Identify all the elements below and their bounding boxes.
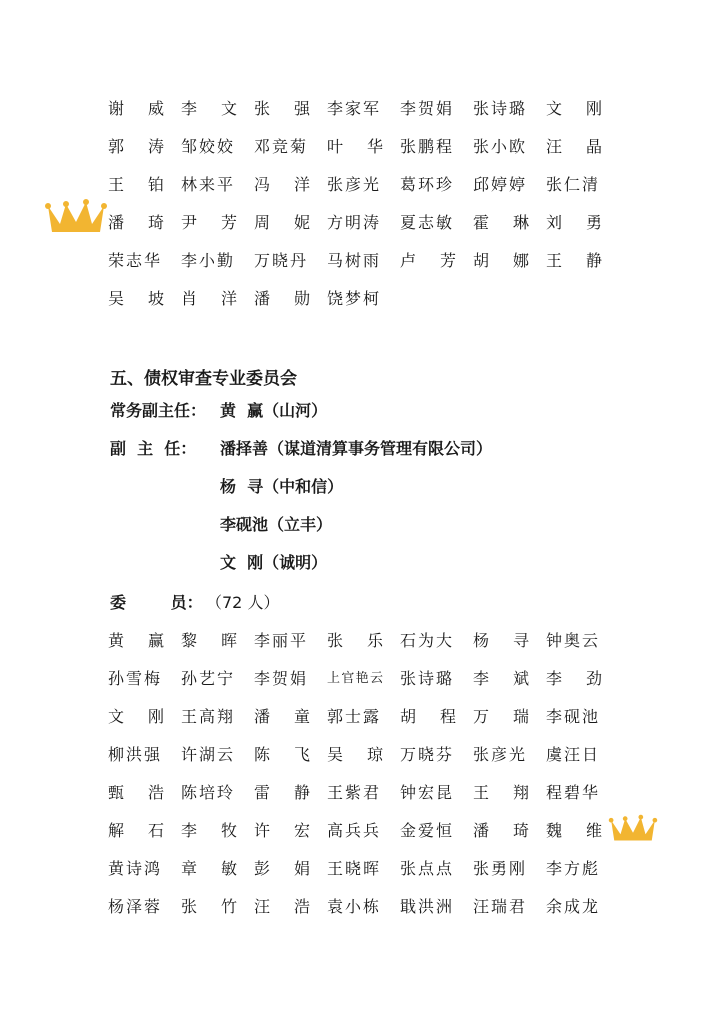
- member-row: [108, 174, 608, 212]
- member-name: 葛环珍: [400, 175, 452, 194]
- committee-member-name: 潘童: [254, 707, 310, 726]
- section4-name-grid: [108, 98, 608, 326]
- vice-chair-label: 副 主 任：: [110, 439, 197, 458]
- committee-member-row: [108, 782, 608, 820]
- executive-vice-chair-label: 常务副主任：: [110, 401, 207, 420]
- member-name: 万晓丹: [254, 251, 306, 270]
- member-name: 林来平: [181, 175, 233, 194]
- committee-member-name: 王高翔: [181, 707, 233, 726]
- committee-member-name: 张乐: [327, 631, 383, 650]
- committee-member-name: 李贺娟: [254, 669, 306, 688]
- member-name: 冯洋: [254, 175, 310, 194]
- committee-member-name: 张勇刚: [473, 859, 525, 878]
- committee-member-name: 文刚: [108, 707, 164, 726]
- committee-member-name: 程碧华: [546, 783, 598, 802]
- committee-member-name: 李砚池: [546, 707, 598, 726]
- member-name: 张鹏程: [400, 137, 452, 156]
- member-name: 汪晶: [546, 137, 602, 156]
- committee-member-name: 黄赢: [108, 631, 164, 650]
- committee-member-name: 汪瑞君: [473, 897, 525, 916]
- member-name: 胡娜: [473, 251, 529, 270]
- section-title: 五、债权审查专业委员会: [110, 369, 297, 389]
- committee-member-name: 孙艺宁: [181, 669, 233, 688]
- member-name: 邱婷婷: [473, 175, 525, 194]
- member-name: 刘勇: [546, 213, 602, 232]
- committee-member-name: 杨寻: [473, 631, 529, 650]
- member-name: 张诗璐: [473, 99, 525, 118]
- committee-member-name: 许宏: [254, 821, 310, 840]
- committee-member-name: 钟奥云: [546, 631, 598, 650]
- committee-member-name: 袁小栋: [327, 897, 379, 916]
- committee-member-name: 陈飞: [254, 745, 310, 764]
- committee-member-name: 万晓芬: [400, 745, 452, 764]
- committee-member-name: 彭娟: [254, 859, 310, 878]
- vice-chair-3: 李砚池（立丰）: [220, 515, 333, 534]
- committee-member-name: 高兵兵: [327, 821, 379, 840]
- committee-member-name: 戢洪洲: [400, 897, 452, 916]
- member-row: [108, 98, 608, 136]
- member-name: 王铂: [108, 175, 164, 194]
- committee-member-name: 黄诗鸿: [108, 859, 160, 878]
- committee-member-name: 许湖云: [181, 745, 233, 764]
- committee-member-name: 张点点: [400, 859, 452, 878]
- committee-member-name: 雷静: [254, 783, 310, 802]
- member-name: 马树雨: [327, 251, 379, 270]
- executive-vice-chair: 黄 赢（山河）: [220, 401, 328, 420]
- committee-member-name: 黎晖: [181, 631, 237, 650]
- committee-member-name: 钟宏昆: [400, 783, 452, 802]
- committee-member-name: 孙雪梅: [108, 669, 160, 688]
- committee-member-name: 虞汪日: [546, 745, 598, 764]
- committee-member-name: 李斌: [473, 669, 529, 688]
- committee-member-name: 上官艳云: [327, 671, 383, 686]
- member-name: 霍琳: [473, 213, 529, 232]
- committee-member-row: [108, 630, 608, 668]
- committee-member-row: [108, 896, 608, 934]
- member-name: 吴坡: [108, 289, 164, 308]
- member-name: 饶梦柯: [327, 289, 379, 308]
- committee-member-name: 章敏: [181, 859, 237, 878]
- member-name: 文刚: [546, 99, 602, 118]
- committee-member-name: 王晓晖: [327, 859, 379, 878]
- member-row: [108, 250, 608, 288]
- member-row: [108, 136, 608, 174]
- member-name: 张小欧: [473, 137, 525, 156]
- members-label: 委 员：: [110, 593, 203, 612]
- section5-member-grid: [108, 630, 608, 934]
- member-name: 谢威: [108, 99, 164, 118]
- member-name: 潘琦: [108, 213, 164, 232]
- member-name: 张强: [254, 99, 310, 118]
- committee-member-name: 李劲: [546, 669, 602, 688]
- committee-member-name: 解石: [108, 821, 164, 840]
- committee-member-row: [108, 744, 608, 782]
- committee-member-name: 李牧: [181, 821, 237, 840]
- vice-chair-1: 潘择善（谋道清算事务管理有限公司）: [220, 439, 493, 458]
- committee-member-name: 柳洪强: [108, 745, 160, 764]
- member-name: 尹芳: [181, 213, 237, 232]
- committee-member-name: 李丽平: [254, 631, 306, 650]
- member-name: 荣志华: [108, 251, 160, 270]
- vice-chair-2: 杨 寻（中和信）: [220, 477, 344, 496]
- crown-icon: [44, 196, 108, 236]
- member-name: 邓竞菊: [254, 137, 306, 156]
- committee-member-name: 陈培玲: [181, 783, 233, 802]
- member-name: 邹姣姣: [181, 137, 233, 156]
- committee-member-name: 金爱恒: [400, 821, 452, 840]
- members-count: （72 人）: [206, 593, 280, 612]
- member-name: 卢芳: [400, 251, 456, 270]
- member-row: [108, 212, 608, 250]
- member-name: 郭涛: [108, 137, 164, 156]
- committee-member-name: 潘琦: [473, 821, 529, 840]
- committee-member-name: 吴琼: [327, 745, 383, 764]
- member-name: 李家军: [327, 99, 379, 118]
- committee-member-name: 郭士露: [327, 707, 379, 726]
- member-name: 李小勤: [181, 251, 233, 270]
- committee-member-name: 汪浩: [254, 897, 310, 916]
- committee-member-row: [108, 706, 608, 744]
- committee-member-row: [108, 820, 608, 858]
- crown-icon: [608, 812, 658, 844]
- member-name: 叶华: [327, 137, 383, 156]
- member-name: 潘勋: [254, 289, 310, 308]
- member-name: 肖洋: [181, 289, 237, 308]
- committee-member-name: 张彦光: [473, 745, 525, 764]
- member-name: 周妮: [254, 213, 310, 232]
- committee-member-name: 张竹: [181, 897, 237, 916]
- committee-member-name: 魏维: [546, 821, 602, 840]
- committee-member-name: 胡程: [400, 707, 456, 726]
- committee-member-row: [108, 668, 608, 706]
- committee-member-name: 李方彪: [546, 859, 598, 878]
- member-name: 王静: [546, 251, 602, 270]
- member-name: 李贺娟: [400, 99, 452, 118]
- committee-member-name: 万瑞: [473, 707, 529, 726]
- member-name: 张彦光: [327, 175, 379, 194]
- committee-member-name: 余成龙: [546, 897, 598, 916]
- committee-member-name: 杨泽蓉: [108, 897, 160, 916]
- committee-member-name: 甄浩: [108, 783, 164, 802]
- member-name: 李文: [181, 99, 237, 118]
- member-name: 夏志敏: [400, 213, 452, 232]
- committee-member-name: 王翔: [473, 783, 529, 802]
- member-name: 张仁清: [546, 175, 598, 194]
- committee-member-name: 王紫君: [327, 783, 379, 802]
- committee-member-name: 石为大: [400, 631, 452, 650]
- committee-member-row: [108, 858, 608, 896]
- member-name: 方明涛: [327, 213, 379, 232]
- committee-member-name: 张诗璐: [400, 669, 452, 688]
- vice-chair-4: 文 刚（诚明）: [220, 553, 328, 572]
- member-row: [108, 288, 608, 326]
